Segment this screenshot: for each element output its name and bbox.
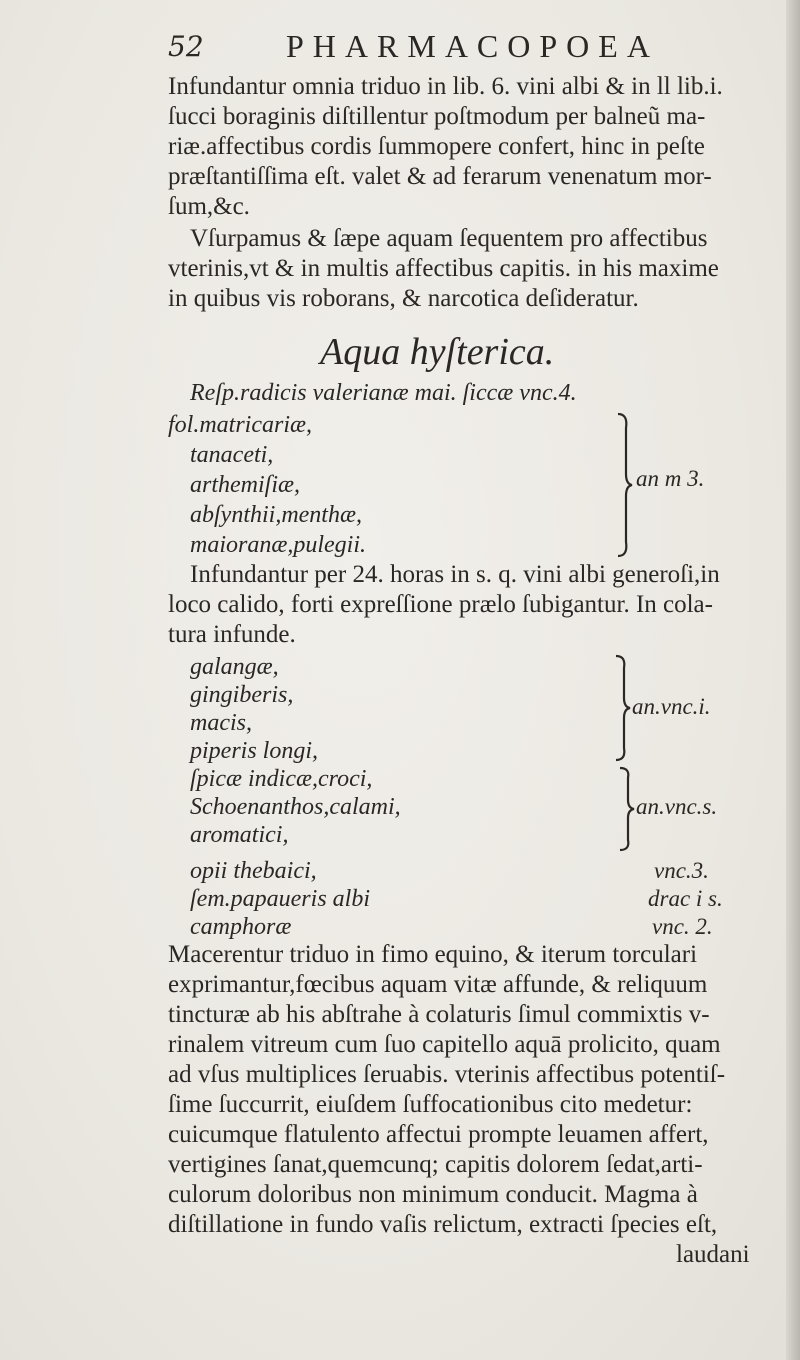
group1-ingredient: macis, [190,710,252,736]
recipe1-ingredient: maioranæ,pulegii. [190,532,367,558]
group3-ingredient: opii thebaici, [190,858,317,884]
recipe1-ingredient: abſynthii,menthæ, [190,502,362,528]
group1-brace [612,652,632,764]
recipe1-ingredient: fol.matricariæ, [168,412,313,438]
recipe1-quantity: an m 3. [636,466,705,491]
group2-ingredient: aromatici, [190,822,289,848]
group2-ingredient: Schoenanthos,calami, [190,794,401,820]
para1-line-3: riæ.affectibus cordis ſummopere confert, hinc in peſte [168,133,705,160]
recipe1-ingredient: tanaceti, [190,442,274,468]
group3-quantity: vnc.3. [654,858,709,883]
para2-line-3: in quibus vis roborans, & narcotica deſideratur. [168,285,639,312]
para2-line-1: Vſurpamus & ſæpe aquam ſequentem pro affectibus [190,225,708,252]
para4-line-10: diſtillatione in fundo vaſis relictum, extracti ſpecies eſt, [168,1211,718,1238]
para2-line-2: vterinis,vt & in multis affectibus capitis. in his maxime [168,255,719,282]
running-head: PHARMACOPOEA [286,28,659,64]
para3-line-2: loco calido, forti expreſſione prælo ſubigantur. In cola- [168,591,713,618]
recipe1-first-line: Reſp.radicis valerianæ mai. ſiccæ vnc.4. [190,380,577,406]
group2-ingredient: ſpicæ indicæ,croci, [190,766,373,792]
para4-line-6: ſime ſuccurrit, eiuſdem ſuffocationibus cito medetur: [168,1091,693,1118]
para4-line-4: rinalem vitreum cum ſuo capitello aquā prolicito, quam [168,1031,721,1058]
page-header [168,28,728,68]
para1-line-5: ſum,&c. [168,193,250,220]
group1-ingredient: gingiberis, [190,682,294,708]
para1-line-2: ſucci boraginis diſtillentur poſtmodum per balneũ ma- [168,103,706,130]
para3-line-3: tura infunde. [168,621,296,648]
para4-line-7: cuicumque flatulento affectui prompte leuamen affert, [168,1121,709,1148]
page-number: 52 [168,30,204,63]
group3-ingredient: ſem.papaueris albi [190,886,370,912]
page-edge [786,0,800,1360]
recipe1-ingredient: arthemiſiæ, [190,472,301,498]
group1-ingredient: galangæ, [190,654,279,680]
catchword: laudani [676,1241,750,1268]
group3-quantity: vnc. 2. [652,914,713,939]
para1-line-4: præſtantiſſima eſt. valet & ad ferarum venenatum mor- [168,163,712,190]
para1-line-1: Infundantur omnia triduo in lib. 6. vini albi & in ll lib.i. [168,73,723,100]
para4-line-9: culorum doloribus non minimum conducit. Magma à [168,1181,698,1208]
group1-ingredient: piperis longi, [190,738,319,764]
para4-line-2: exprimantur,fœcibus aquam vitæ affunde, & reliquum [168,971,708,998]
para4-line-5: ad vſus multiplices ſeruabis. vterinis affectibus potentiſ- [168,1061,726,1088]
group2-brace [616,764,636,854]
group2-quantity: an.vnc.s. [636,794,718,819]
group3-ingredient: camphoræ [190,914,292,940]
recipe1-brace [614,410,634,560]
recipe-title: Aqua hyſterica. [320,331,555,373]
para3-line-1: Infundantur per 24. horas in s. q. vini albi generoſi,in [190,561,720,588]
para4-line-1: Macerentur triduo in fimo equino, & iterum torculari [168,941,698,968]
para4-line-3: tincturæ ab his abſtrahe à colaturis ſimul commixtis v- [168,1001,710,1028]
para4-line-8: vertigines ſanat,quemcunq; capitis dolorem ſedat,arti- [168,1151,703,1178]
group3-quantity: drac i s. [648,886,723,911]
group1-quantity: an.vnc.i. [632,694,711,719]
